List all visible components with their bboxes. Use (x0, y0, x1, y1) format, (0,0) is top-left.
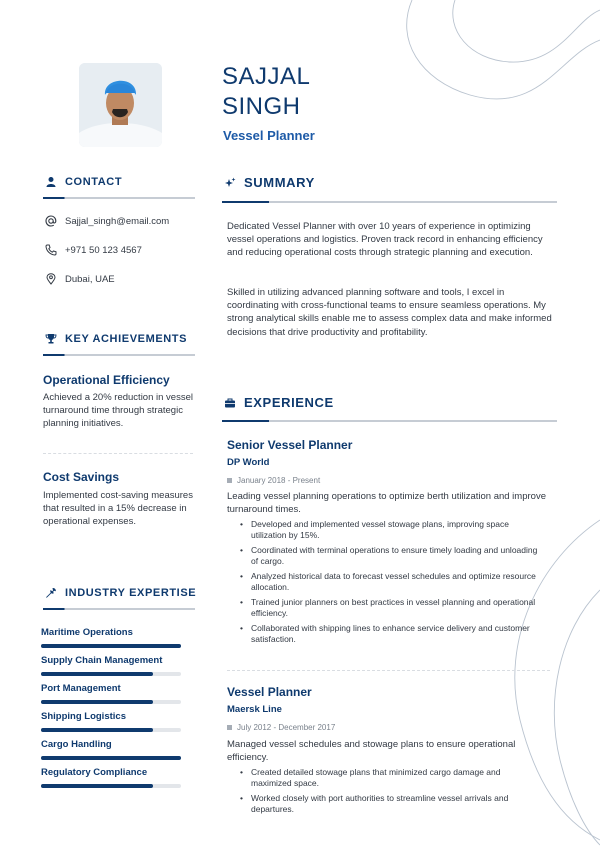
skill-level-fill (41, 644, 181, 648)
calendar-icon (227, 478, 232, 483)
achievement-title: Operational Efficiency (43, 373, 170, 387)
company-name: Maersk Line (227, 704, 282, 715)
list-item: • Created detailed stowage plans that minimized cargo damage and maximized space. (240, 767, 540, 789)
skill-name: Cargo Handling (41, 739, 112, 750)
skill-level-fill (41, 756, 181, 760)
summary-rule (222, 201, 557, 203)
user-icon (45, 176, 57, 188)
summary-paragraph-2: Skilled in utilizing advanced planning software and tools, I excel in coordinating with cross-functional teams to ensure seamless operations. My strong analytical skills enable me to assess complex data and make informed decisions that drive productivity and profitability. (227, 287, 552, 338)
skill-name: Maritime Operations (41, 627, 133, 638)
name-line-2: SINGH (222, 93, 301, 120)
skill-level-fill (41, 784, 153, 788)
skill-level-fill (41, 700, 153, 704)
achievements-heading: KEY ACHIEVEMENTS (45, 333, 187, 345)
job-description: Leading vessel planning operations to optimize berth utilization and improve turnaround times. (227, 491, 546, 515)
contact-email[interactable]: Sajjal_singh@email.com (45, 215, 169, 227)
job-description: Managed vessel schedules and stowage plans to ensure operational efficiency. (227, 739, 516, 763)
skill-level-bar (41, 672, 181, 676)
skill-name: Shipping Logistics (41, 711, 126, 722)
skill-level-bar (41, 728, 181, 732)
experience-rule (222, 420, 557, 422)
list-item: • Developed and implemented vessel stowage plans, improving space utilization by 15%. (240, 519, 540, 541)
location-pin-icon (45, 273, 57, 285)
achievement-divider (43, 453, 193, 454)
candidate-name (222, 62, 422, 122)
sparkle-icon (224, 177, 236, 189)
job-dates: July 2012 - December 2017 (227, 723, 335, 732)
skill-level-bar (41, 756, 181, 760)
achievement-desc: Implemented cost-saving measures that resulted in a 15% decrease in operational expenses. (43, 490, 193, 527)
expertise-rule (43, 608, 195, 610)
skill-level-fill (41, 672, 153, 676)
summary-heading: SUMMARY (224, 175, 315, 190)
briefcase-icon (224, 397, 236, 409)
skill-level-bar (41, 700, 181, 704)
experience-heading: EXPERIENCE (224, 395, 334, 410)
summary-paragraph-1: Dedicated Vessel Planner with over 10 years of experience in optimizing vessel operations and logistics. Proven track record in enhancing efficiency and reducing operational costs through strategic planning and execution. (227, 221, 543, 259)
job-bullets (240, 767, 540, 819)
contact-location: Dubai, UAE (45, 273, 115, 285)
list-item: • Coordinated with terminal operations to ensure timely loading and unloading of cargo. (240, 545, 540, 567)
company-name: DP World (227, 457, 270, 468)
phone-icon (45, 244, 57, 256)
contact-rule (43, 197, 195, 199)
profile-photo (79, 63, 162, 147)
at-icon (45, 215, 57, 227)
achievement-title: Cost Savings (43, 470, 120, 484)
achievement-desc: Achieved a 20% reduction in vessel turnaround time through strategic planning initiatives. (43, 392, 193, 429)
list-item: • Trained junior planners on best practices in vessel planning and operational efficiency. (240, 597, 540, 619)
job-divider (227, 670, 550, 671)
job-bullets (240, 519, 540, 649)
wrench-icon (45, 587, 57, 599)
job-dates: January 2018 - Present (227, 476, 320, 485)
skill-name: Supply Chain Management (41, 655, 163, 666)
list-item: • Collaborated with shipping lines to enhance service delivery and customer satisfaction. (240, 623, 540, 645)
trophy-icon (45, 333, 57, 345)
job-title: Vessel Planner (227, 685, 312, 699)
job-title: Senior Vessel Planner (227, 438, 353, 452)
contact-heading: CONTACT (45, 176, 122, 188)
achievements-rule (43, 354, 195, 356)
skill-level-bar (41, 784, 181, 788)
skill-level-bar (41, 644, 181, 648)
contact-phone[interactable]: +971 50 123 4567 (45, 244, 142, 256)
skill-name: Port Management (41, 683, 121, 694)
job-role: Vessel Planner (223, 128, 315, 143)
skill-name: Regulatory Compliance (41, 767, 148, 778)
calendar-icon (227, 725, 232, 730)
expertise-heading: INDUSTRY EXPERTISE (45, 587, 196, 599)
name-line-1: SAJJAL (222, 63, 311, 90)
skill-level-fill (41, 728, 153, 732)
list-item: • Worked closely with port authorities to streamline vessel arrivals and departures. (240, 793, 540, 815)
list-item: • Analyzed historical data to forecast vessel schedules and optimize resource allocation. (240, 571, 540, 593)
